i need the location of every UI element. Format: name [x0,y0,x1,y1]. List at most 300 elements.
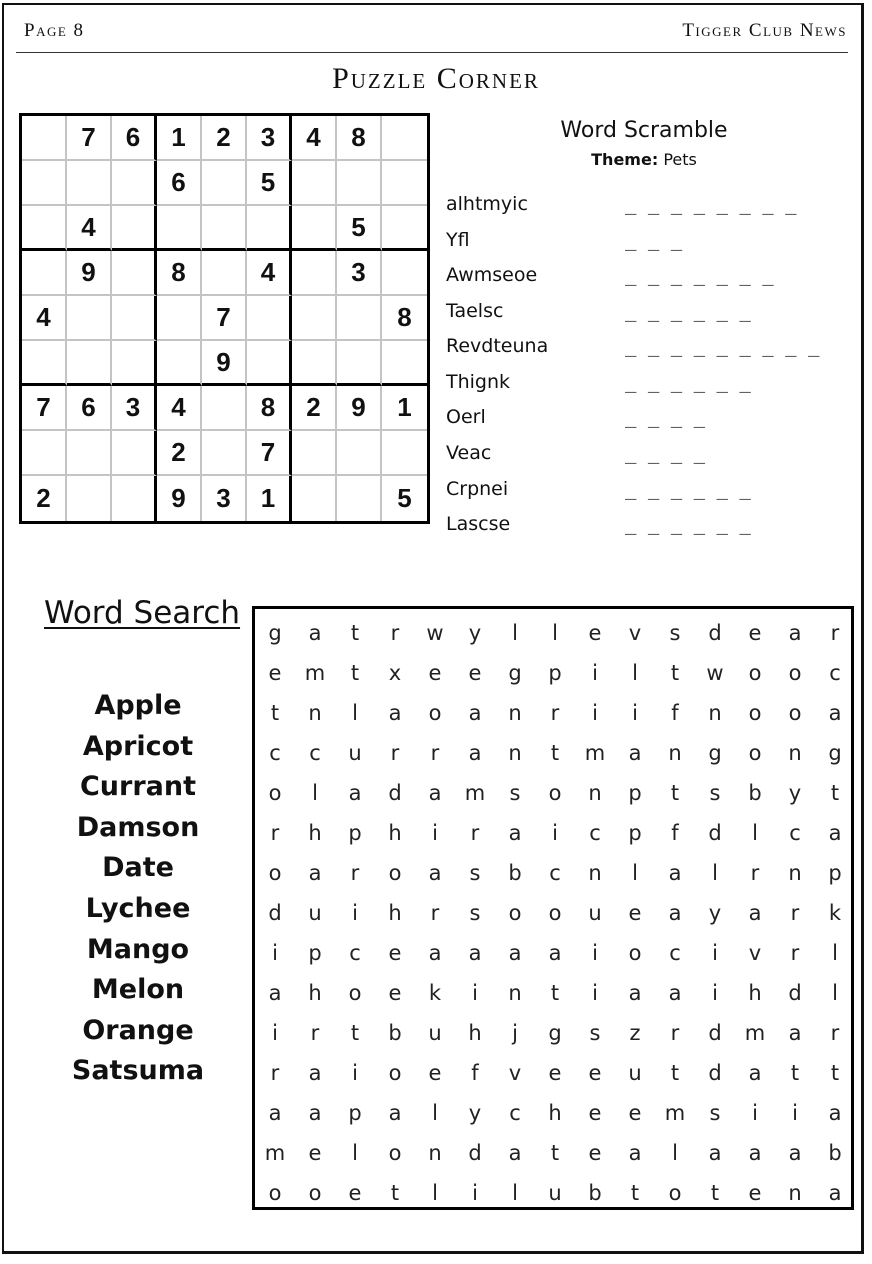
grid-row [255,893,855,933]
grid-letter: d [708,821,722,845]
grid-letter: g [268,621,282,645]
word-search-word: Currant [79,771,196,803]
answer-blank: _ _ _ _ _ _ [625,371,751,393]
grid-letter: o [428,701,442,725]
grid-letter: g [828,741,842,765]
grid-letter: p [828,861,842,885]
grid-letter: m [584,741,606,765]
word-scramble-theme [440,150,848,169]
word-search-word: Orange [82,1014,194,1046]
sudoku-cell: 7 [202,296,247,341]
grid-letter: r [550,701,560,725]
grid-letter: r [270,821,280,845]
sudoku-cell: 6 [112,116,157,161]
grid-letter: d [708,1021,722,1045]
grid-letter: o [308,1181,322,1205]
scramble-item [446,193,846,223]
sudoku-cell [202,386,247,431]
grid-letter: a [628,1141,642,1165]
grid-letter: a [788,621,802,645]
scrambled-word: Awmseoe [446,264,538,286]
grid-letter: b [508,861,522,885]
grid-letter: h [548,1101,562,1125]
grid-letter: g [508,661,522,685]
sudoku-cell [202,206,247,251]
sudoku-cell [382,341,427,386]
grid-row [255,653,855,693]
grid-letter: t [270,701,280,725]
grid-letter: n [508,981,522,1005]
grid-letter: l [832,981,838,1005]
grid-letter: y [788,781,802,805]
sudoku-cell: 2 [292,386,337,431]
sudoku-cell: 3 [202,476,247,521]
grid-letter: h [748,981,762,1005]
sudoku-cell [202,161,247,206]
grid-letter: m [744,1021,766,1045]
sudoku-cell [157,206,202,251]
answer-blank: _ _ _ _ _ _ _ _ [625,193,797,215]
grid-row [255,1013,855,1053]
grid-letter: h [388,901,402,925]
grid-letter: s [589,1021,601,1045]
grid-letter: a [268,1101,282,1125]
grid-letter: a [308,1061,322,1085]
grid-letter: e [348,1181,362,1205]
grid-letter: i [592,701,598,725]
grid-letter: d [268,901,282,925]
grid-letter: o [748,701,762,725]
grid-letter: o [788,661,802,685]
grid-letter: r [790,901,800,925]
grid-letter: l [512,1181,518,1205]
grid-row [255,773,855,813]
grid-letter: a [668,901,682,925]
sudoku-cell: 4 [247,251,292,296]
grid-letter: y [468,621,482,645]
word-search-word: Mango [86,933,190,965]
grid-letter: o [668,1181,682,1205]
sudoku-cell [247,206,292,251]
grid-letter: o [268,1181,282,1205]
grid-letter: f [671,821,679,845]
grid-letter: a [668,861,682,885]
grid-letter: h [388,821,402,845]
sudoku-cell: 1 [382,386,427,431]
grid-row [255,1133,855,1173]
sudoku-cell: 1 [247,476,292,521]
grid-letter: n [708,701,722,725]
grid-letter: f [671,701,679,725]
grid-letter: i [792,1101,798,1125]
sudoku-cell: 9 [157,476,202,521]
grid-letter: a [548,941,562,965]
word-search-word: Date [102,852,174,884]
grid-letter: t [390,1181,400,1205]
grid-letter: a [828,1181,842,1205]
theme-value: Pets [663,150,697,169]
sudoku-cell [382,161,427,206]
grid-letter: a [428,861,442,885]
grid-letter: r [390,621,400,645]
answer-blank: _ _ _ _ [625,406,706,428]
scramble-item [446,406,846,436]
page-title: Puzzle Corner [332,62,540,95]
grid-row [255,1053,855,1093]
grid-letter: a [628,741,642,765]
grid-letter: e [628,1101,642,1125]
grid-letter: o [788,701,802,725]
grid-letter: o [388,861,402,885]
grid-letter: e [388,981,402,1005]
scrambled-word: Veac [446,442,492,464]
sudoku-cell [112,161,157,206]
grid-letter: c [509,1101,521,1125]
word-search-grid [252,606,854,1210]
grid-letter: v [628,621,642,645]
grid-letter: t [550,981,560,1005]
grid-letter: o [508,901,522,925]
grid-letter: n [788,861,802,885]
grid-letter: a [388,1101,402,1125]
sudoku-cell [382,431,427,476]
grid-letter: e [748,1181,762,1205]
grid-letter: i [712,981,718,1005]
scrambled-word: Yfl [446,229,470,251]
sudoku-cell [202,251,247,296]
grid-letter: h [308,981,322,1005]
grid-letter: f [471,1061,479,1085]
grid-letter: l [712,861,718,885]
sudoku-cell [112,341,157,386]
grid-letter: u [428,1021,442,1045]
grid-letter: u [588,901,602,925]
grid-letter: d [388,781,402,805]
sudoku-cell [67,476,112,521]
sudoku-cell: 6 [157,161,202,206]
grid-letter: e [588,1061,602,1085]
grid-letter: k [428,981,442,1005]
grid-letter: i [272,1021,278,1045]
grid-letter: m [664,1101,686,1125]
grid-letter: v [748,941,762,965]
grid-letter: i [592,941,598,965]
word-search-title: Word Search [44,595,241,631]
sudoku-cell: 7 [67,116,112,161]
grid-letter: m [264,1141,286,1165]
grid-letter: d [468,1141,482,1165]
answer-blank: _ _ _ _ _ _ _ _ _ [625,335,820,357]
word-scramble-title: Word Scramble [560,118,728,143]
grid-letter: i [552,821,558,845]
sudoku-cell [337,431,382,476]
sudoku-cell: 8 [382,296,427,341]
grid-letter: l [832,941,838,965]
grid-letter: x [388,661,402,685]
sudoku-cell [292,431,337,476]
sudoku-grid [19,113,430,524]
grid-letter: r [470,821,480,845]
answer-blank: _ _ _ _ _ _ [625,300,751,322]
sudoku-cell: 6 [67,386,112,431]
scrambled-word: alhtmyic [446,193,528,215]
grid-letter: i [632,701,638,725]
grid-letter: c [549,861,561,885]
grid-letter: a [308,861,322,885]
grid-letter: e [268,661,282,685]
grid-letter: n [788,741,802,765]
grid-letter: o [388,1061,402,1085]
grid-letter: r [430,741,440,765]
scrambled-word: Lascse [446,513,511,535]
grid-letter: r [270,1061,280,1085]
grid-letter: c [349,941,361,965]
grid-letter: a [268,981,282,1005]
scramble-item [446,442,846,472]
grid-letter: c [589,821,601,845]
sudoku-cell: 3 [247,116,292,161]
sudoku-cell [112,296,157,341]
sudoku-cell [22,341,67,386]
sudoku-cell [292,206,337,251]
grid-letter: h [308,821,322,845]
grid-letter: u [548,1181,562,1205]
grid-letter: a [508,821,522,845]
grid-letter: a [828,1101,842,1125]
grid-letter: s [669,621,681,645]
sudoku-cell: 9 [202,341,247,386]
grid-letter: e [588,621,602,645]
grid-letter: a [508,941,522,965]
scramble-item [446,478,846,508]
grid-letter: n [588,861,602,885]
grid-letter: a [468,941,482,965]
sudoku-cell [67,296,112,341]
scrambled-word: Thignk [446,371,511,393]
grid-letter: t [830,1061,840,1085]
grid-letter: u [628,1061,642,1085]
sudoku-cell [247,296,292,341]
grid-letter: u [308,901,322,925]
grid-letter: n [668,741,682,765]
grid-letter: t [790,1061,800,1085]
sudoku-cell [112,206,157,251]
grid-letter: d [708,621,722,645]
grid-letter: o [268,861,282,885]
grid-letter: t [350,621,360,645]
sudoku-cell [292,341,337,386]
grid-letter: i [472,981,478,1005]
sudoku-cell [247,341,292,386]
grid-letter: a [748,1061,762,1085]
grid-letter: p [628,821,642,845]
grid-letter: c [269,741,281,765]
grid-letter: d [708,1061,722,1085]
grid-letter: a [788,1021,802,1045]
grid-letter: o [548,781,562,805]
grid-letter: c [309,741,321,765]
grid-letter: o [268,781,282,805]
grid-letter: r [670,1021,680,1045]
grid-letter: l [512,621,518,645]
answer-blank: _ _ _ _ _ _ [625,513,751,535]
grid-letter: a [828,701,842,725]
sudoku-cell [337,476,382,521]
sudoku-cell [67,431,112,476]
grid-letter: o [348,981,362,1005]
grid-letter: p [548,661,562,685]
word-search-word: Damson [76,811,200,843]
grid-letter: r [350,861,360,885]
grid-letter: t [630,1181,640,1205]
grid-letter: a [748,901,762,925]
grid-letter: p [348,821,362,845]
grid-letter: t [350,661,360,685]
grid-letter: i [712,941,718,965]
word-search-word: Apricot [82,730,194,762]
sudoku-cell: 4 [22,296,67,341]
grid-letter: t [670,1061,680,1085]
grid-letter: t [550,1141,560,1165]
grid-letter: o [388,1141,402,1165]
grid-letter: n [588,781,602,805]
grid-letter: t [830,781,840,805]
answer-blank: _ _ _ _ _ _ [625,478,751,500]
grid-letter: y [468,1101,482,1125]
grid-letter: t [710,1181,720,1205]
grid-letter: t [350,1021,360,1045]
newsletter-name: Tigger Club News [682,20,847,41]
grid-letter: n [428,1141,442,1165]
scramble-item [446,513,846,543]
sudoku-cell [337,296,382,341]
sudoku-cell: 7 [22,386,67,431]
grid-letter: a [308,1101,322,1125]
sudoku-cell: 7 [247,431,292,476]
grid-row [255,813,855,853]
sudoku-cell [67,161,112,206]
grid-row [255,1173,855,1213]
sudoku-cell [202,431,247,476]
grid-letter: s [509,781,521,805]
sudoku-cell: 8 [157,251,202,296]
grid-letter: t [550,741,560,765]
grid-row [255,693,855,733]
grid-letter: k [828,901,842,925]
scramble-item [446,229,846,259]
grid-letter: h [468,1021,482,1045]
grid-letter: a [468,741,482,765]
grid-letter: u [348,741,362,765]
grid-letter: b [588,1181,602,1205]
grid-letter: e [628,901,642,925]
grid-letter: t [670,781,680,805]
sudoku-cell [292,161,337,206]
sudoku-cell: 2 [202,116,247,161]
scramble-item [446,371,846,401]
grid-letter: i [752,1101,758,1125]
grid-letter: e [588,1141,602,1165]
sudoku-cell [292,251,337,296]
word-search-word: Satsuma [71,1055,205,1087]
grid-letter: a [668,981,682,1005]
grid-letter: l [352,1141,358,1165]
answer-blank: _ _ _ _ _ _ _ [625,264,774,286]
grid-letter: e [428,1061,442,1085]
grid-letter: e [588,1101,602,1125]
grid-letter: l [352,701,358,725]
grid-letter: n [788,1181,802,1205]
grid-letter: l [432,1181,438,1205]
grid-letter: m [304,661,326,685]
sudoku-cell [382,251,427,296]
sudoku-cell: 8 [337,116,382,161]
grid-letter: i [272,941,278,965]
sudoku-cell [112,476,157,521]
sudoku-cell [112,251,157,296]
sudoku-cell: 9 [337,386,382,431]
grid-letter: l [632,861,638,885]
sudoku-cell: 5 [337,206,382,251]
sudoku-cell [112,431,157,476]
grid-row [255,933,855,973]
grid-letter: a [308,621,322,645]
sudoku-cell [382,206,427,251]
answer-blank: _ _ _ _ [625,442,706,464]
sudoku-cell [382,116,427,161]
grid-letter: w [706,661,724,685]
grid-letter: i [432,821,438,845]
grid-letter: d [788,981,802,1005]
grid-letter: n [508,701,522,725]
grid-row [255,613,855,653]
grid-letter: l [552,621,558,645]
grid-letter: j [512,1021,518,1045]
sudoku-cell [22,206,67,251]
grid-row [255,973,855,1013]
grid-letter: o [748,661,762,685]
grid-letter: l [672,1141,678,1165]
grid-letter: r [830,1021,840,1045]
theme-label: Theme: [591,150,659,169]
grid-letter: o [548,901,562,925]
grid-letter: a [468,701,482,725]
grid-letter: o [628,941,642,965]
sudoku-cell [22,431,67,476]
grid-letter: b [748,781,762,805]
word-search-word-list [38,686,238,1092]
grid-letter: a [428,941,442,965]
sudoku-cell: 4 [67,206,112,251]
sudoku-cell [157,296,202,341]
sudoku-cell: 2 [157,431,202,476]
sudoku-cell: 4 [292,116,337,161]
sudoku-cell [337,161,382,206]
sudoku-cell [292,296,337,341]
grid-letter: s [469,861,481,885]
grid-letter: a [788,1141,802,1165]
grid-letter: e [428,661,442,685]
grid-letter: e [388,941,402,965]
word-search-word: Melon [91,974,185,1006]
grid-letter: i [592,661,598,685]
header-divider [16,52,848,53]
page-number: Page 8 [24,20,85,41]
scrambled-word: Taelsc [446,300,504,322]
grid-letter: e [548,1061,562,1085]
word-search-word: Apple [94,690,182,721]
grid-letter: r [750,861,760,885]
